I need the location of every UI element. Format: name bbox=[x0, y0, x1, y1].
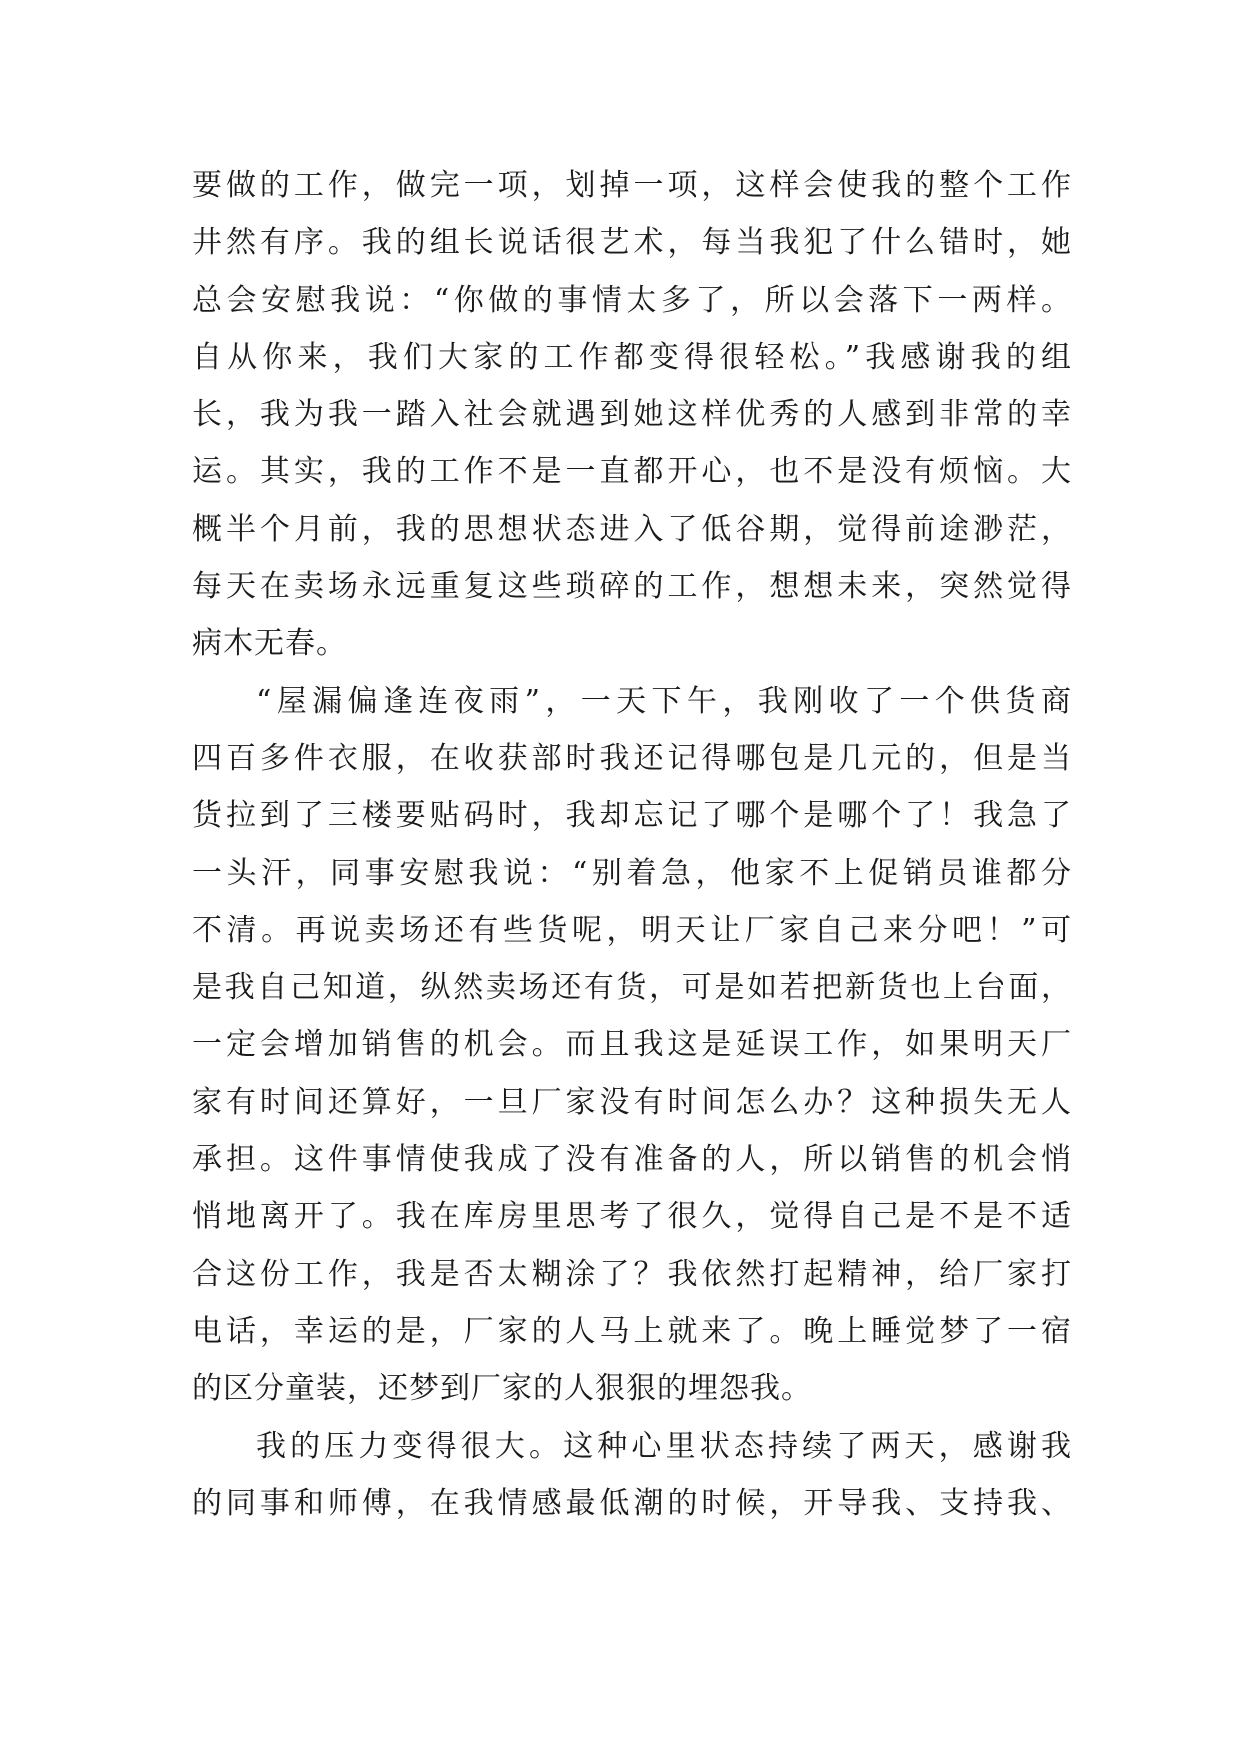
text-line: 自从你来，我们大家的工作都变得很轻松。”我感谢我的组 bbox=[192, 339, 1072, 375]
text-line: 货拉到了三楼要贴码时，我却忘记了哪个是哪个了！我急了 bbox=[192, 798, 1072, 834]
text-line: 一定会增加销售的机会。而且我这是延误工作，如果明天厂 bbox=[192, 1027, 1072, 1063]
body-text bbox=[192, 157, 1072, 1532]
text-line: 总会安慰我说：“你做的事情太多了，所以会落下一两样。 bbox=[192, 282, 1072, 318]
text-line: 合这份工作，我是否太糊涂了？我依然打起精神，给厂家打 bbox=[192, 1256, 1072, 1292]
text-line: 一头汗，同事安慰我说：“别着急，他家不上促销员谁都分 bbox=[192, 855, 1072, 891]
text-line: 家有时间还算好，一旦厂家没有时间怎么办？这种损失无人 bbox=[192, 1084, 1072, 1120]
text-line: 是我自己知道，纵然卖场还有货，可是如若把新货也上台面， bbox=[192, 970, 1072, 1006]
text-line: 概半个月前，我的思想状态进入了低谷期，觉得前途渺茫， bbox=[192, 511, 1072, 547]
text-line: 每天在卖场永远重复这些琐碎的工作，想想未来，突然觉得 bbox=[192, 569, 1072, 605]
text-line: 电话，幸运的是，厂家的人马上就来了。晚上睡觉梦了一宿 bbox=[192, 1313, 1072, 1349]
text-line: 不清。再说卖场还有些货呢，明天让厂家自己来分吧！”可 bbox=[192, 912, 1072, 948]
text-line: 承担。这件事情使我成了没有准备的人，所以销售的机会悄 bbox=[192, 1142, 1072, 1178]
text-line: 我的压力变得很大。这种心里状态持续了两天，感谢我 bbox=[256, 1428, 1072, 1464]
text-line: “屋漏偏逢连夜雨”，一天下午，我刚收了一个供货商 bbox=[256, 683, 1072, 719]
text-line: 病木无春。 bbox=[192, 626, 347, 662]
text-line: 运。其实，我的工作不是一直都开心，也不是没有烦恼。大 bbox=[192, 454, 1072, 490]
text-line: 的区分童装，还梦到厂家的人狠狠的埋怨我。 bbox=[192, 1371, 812, 1407]
text-line: 四百多件衣服，在收获部时我还记得哪包是几元的，但是当 bbox=[192, 740, 1072, 776]
text-line: 的同事和师傅，在我情感最低潮的时候，开导我、支持我、 bbox=[192, 1485, 1072, 1521]
text-line: 长，我为我一踏入社会就遇到她这样优秀的人感到非常的幸 bbox=[192, 397, 1072, 433]
text-line: 要做的工作，做完一项，划掉一项，这样会使我的整个工作 bbox=[192, 168, 1072, 203]
text-line: 井然有序。我的组长说话很艺术，每当我犯了什么错时，她 bbox=[192, 225, 1072, 261]
text-line: 悄地离开了。我在库房里思考了很久，觉得自己是不是不适 bbox=[192, 1199, 1072, 1235]
